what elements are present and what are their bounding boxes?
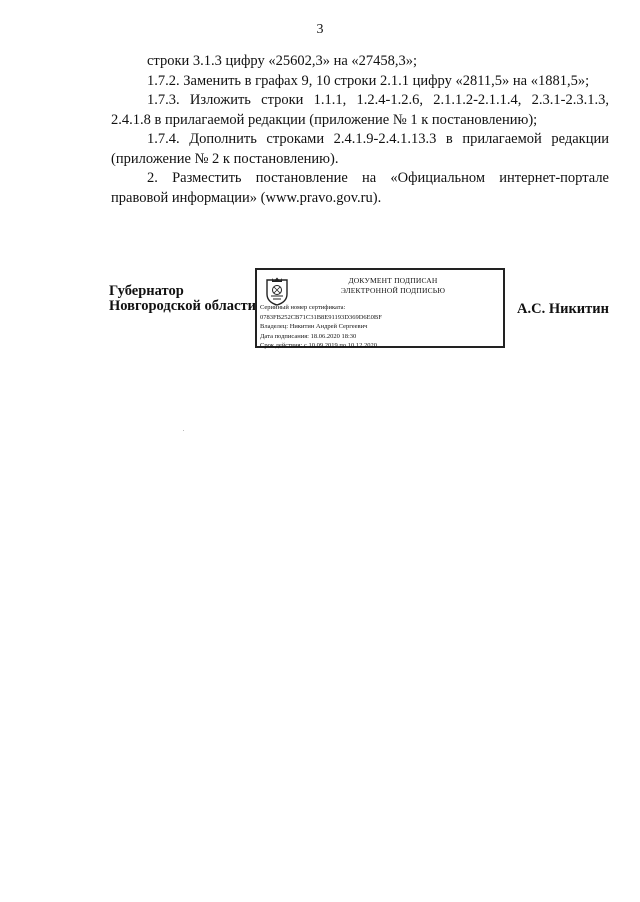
paragraph-2: 1.7.2. Заменить в графах 9, 10 строки 2.1.1 цифру «2811,5» на «1881,5»; — [147, 72, 590, 89]
signature-block — [109, 276, 609, 354]
electronic-signature-stamp — [255, 268, 505, 348]
document-body — [111, 52, 609, 208]
stamp-details — [260, 303, 500, 351]
scan-speck — [183, 430, 184, 431]
paragraph-3: 1.7.3. Изложить строки 1.1.1, 1.2.4-1.2.6, 2.1.1.2-2.1.1.4, 2.3.1-2.3.1.3, 2.4.1.8 в прилагаемой редакции (приложение № 1 к постановлению); — [111, 92, 609, 128]
position-line-1: Губернатор — [109, 283, 184, 299]
stamp-heading-line-2: ЭЛЕКТРОННОЙ ПОДПИСЬЮ — [340, 286, 446, 295]
stamp-heading — [293, 276, 493, 296]
stamp-validity: Срок действия: с 10.09.2019 по 10.12.2020 — [260, 342, 377, 349]
stamp-serial-label: Серийный номер сертификата: — [260, 304, 346, 311]
stamp-heading-line-1: ДОКУМЕНТ ПОДПИСАН — [348, 276, 438, 285]
coat-of-arms-icon — [263, 276, 291, 306]
signatory-position — [109, 284, 256, 314]
stamp-signed-date: Дата подписания: 18.06.2020 18:30 — [260, 332, 357, 340]
signatory-name: А.С. Никитин — [517, 301, 609, 317]
stamp-serial-value: 0783FB252CB71C31B8E91193D369D6E0BF — [260, 313, 382, 321]
page-number: 3 — [316, 22, 324, 37]
paragraph-5: 2. Разместить постановление на «Официальном интернет-портале правовой информации» (www.pravo.gov.ru). — [111, 170, 609, 206]
stamp-owner: Владелец: Никитин Андрей Сергеевич — [260, 323, 368, 330]
paragraph-1: строки 3.1.3 цифру «25602,3» на «27458,3»; — [147, 53, 418, 69]
paragraph-4: 1.7.4. Дополнить строками 2.4.1.9-2.4.1.13.3 в прилагаемой редакции (приложение № 2 к постановлению). — [111, 131, 609, 167]
position-line-2: Новгородской области — [109, 298, 256, 314]
